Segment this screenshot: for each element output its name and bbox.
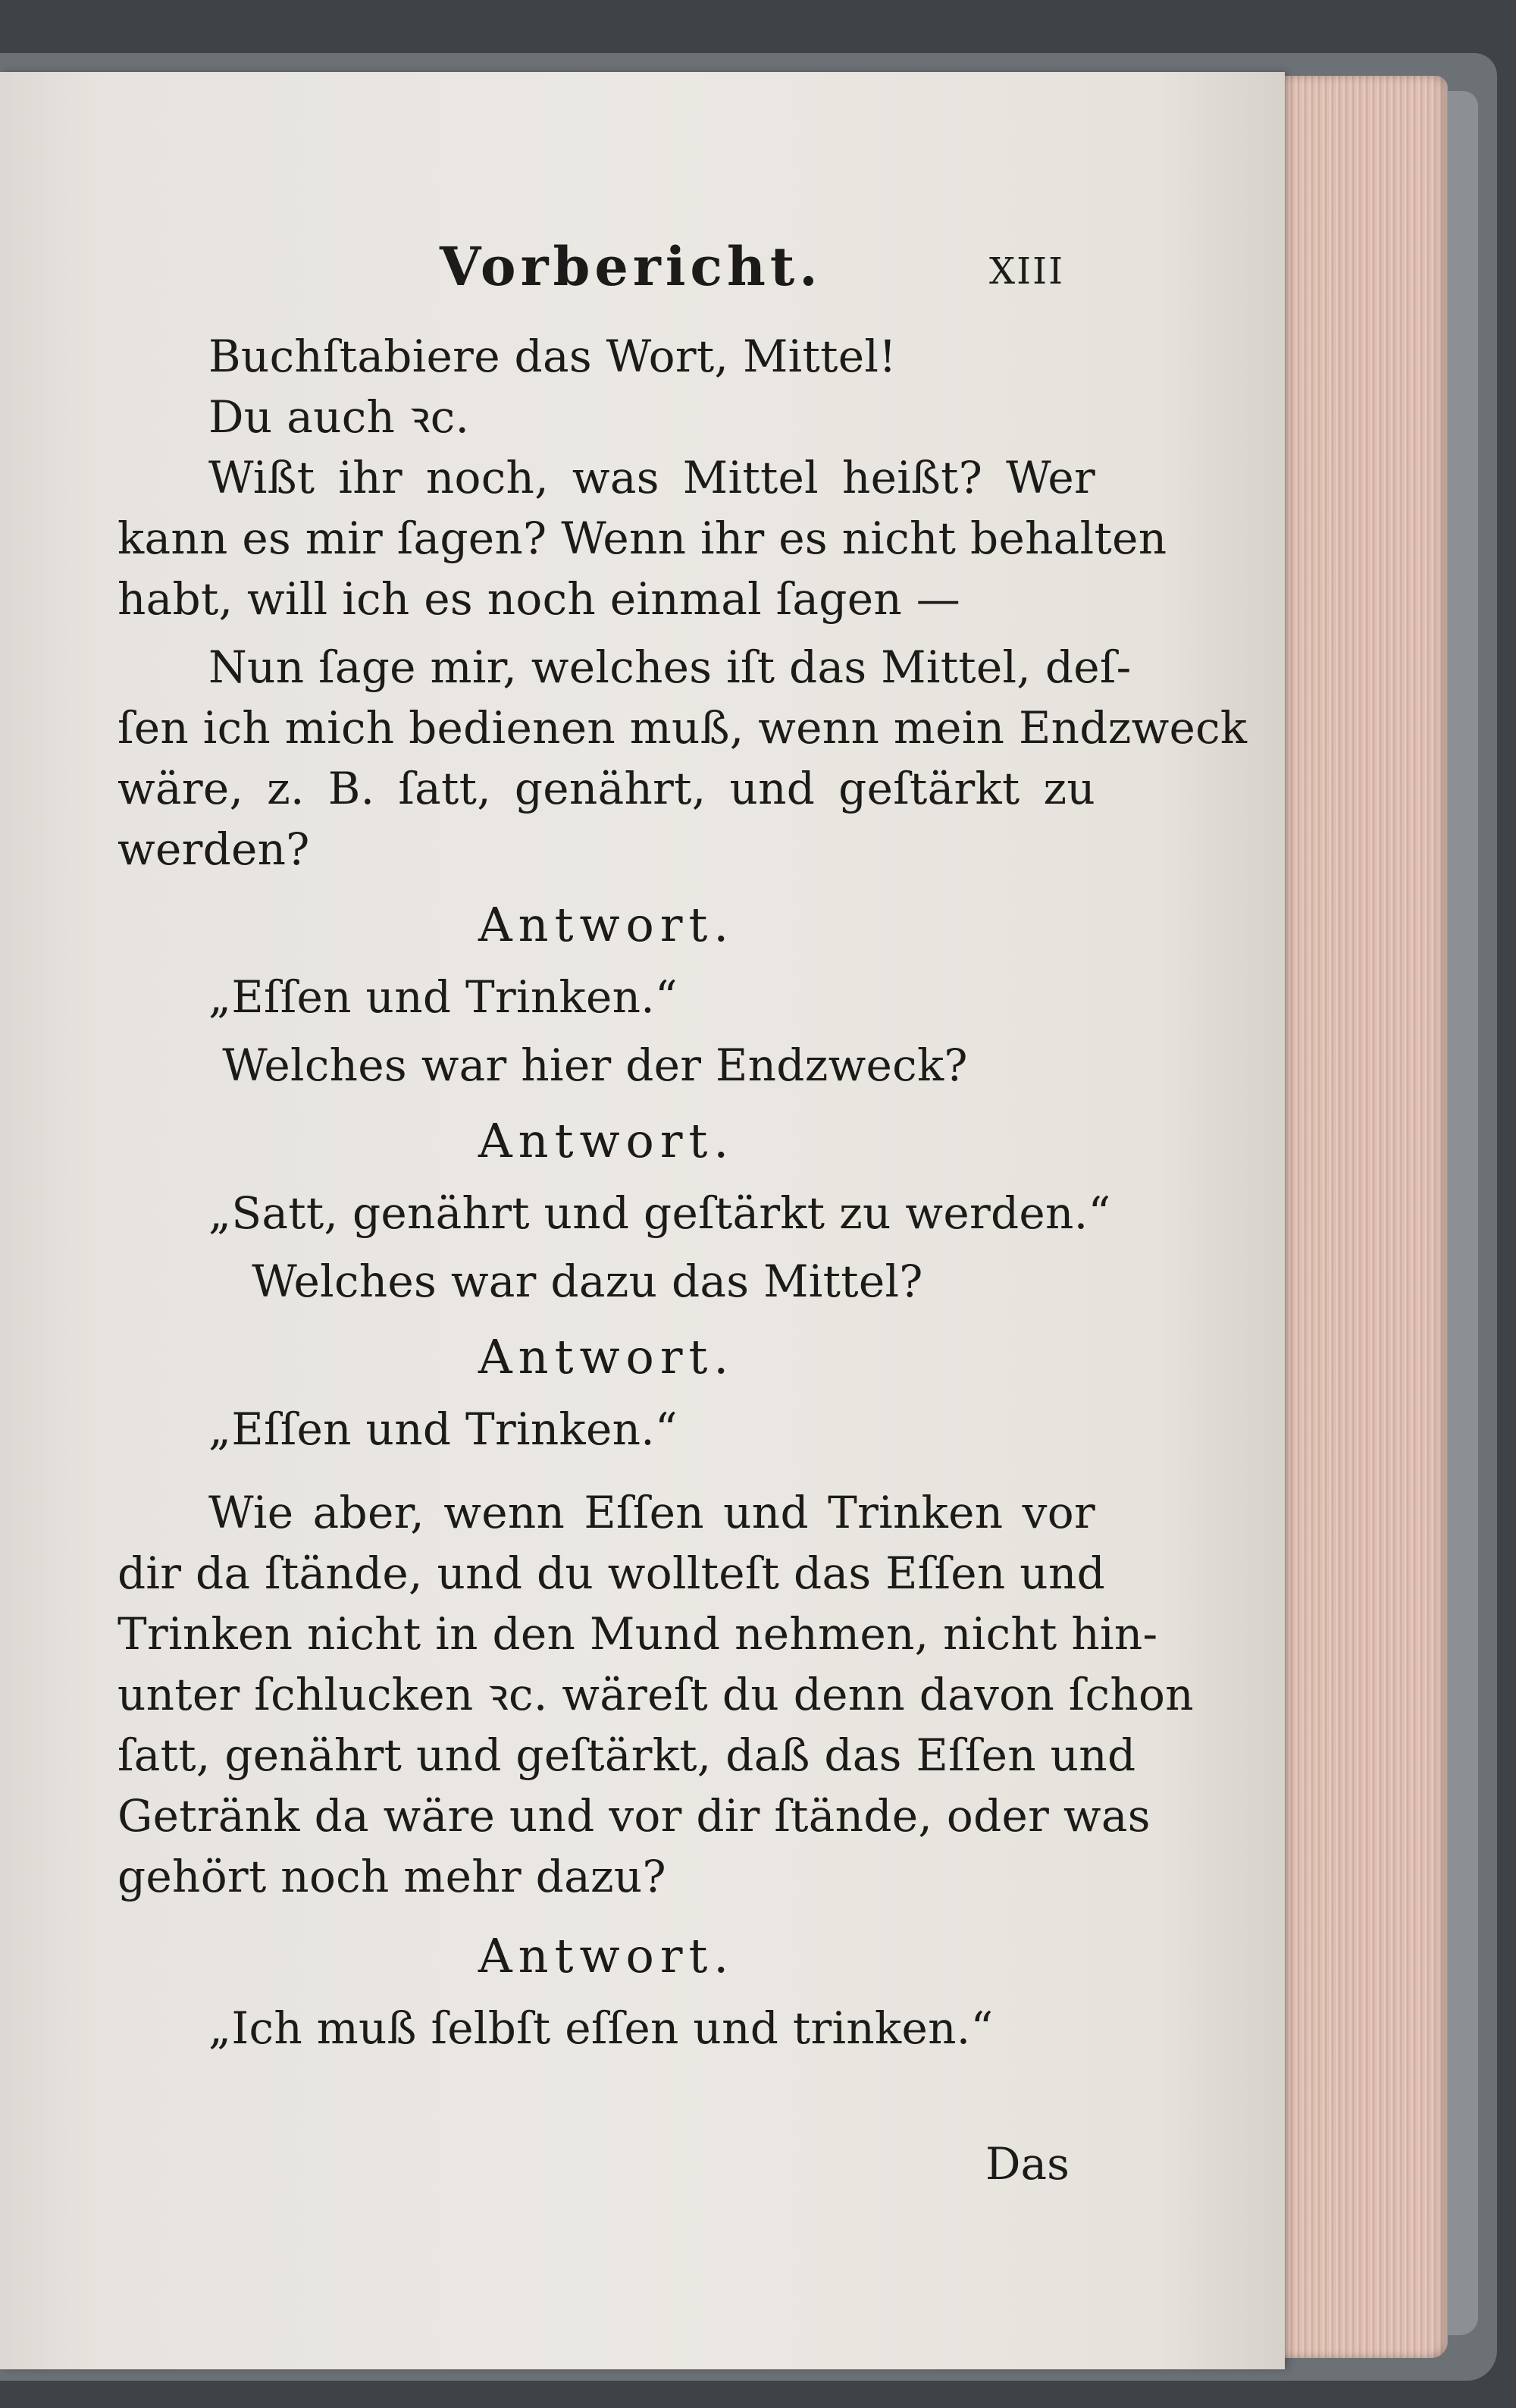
text-line: „Satt, genährt und geſtärkt zu werden.“: [208, 1187, 1111, 1239]
text-line: „Eſſen und Trinken.“: [208, 1403, 678, 1455]
text-line: Getränk da wäre und vor dir ſtände, oder was: [117, 1790, 1151, 1842]
text-line: Wißt ihr noch, was Mittel heißt? Wer: [208, 452, 1095, 503]
running-head: Vorbericht.: [440, 235, 822, 298]
text-line: kann es mir ſagen? Wenn ihr es nicht behalten: [117, 513, 1167, 564]
text-line: werden?: [117, 823, 310, 875]
text-line: unter ſchlucken ꝛc. wäreſt du denn davon ſchon: [117, 1669, 1194, 1720]
text-line: Buchſtabiere das Wort, Mittel!: [208, 331, 897, 382]
page-fore-edge: [1273, 76, 1448, 2358]
text-line: Trinken nicht in den Mund nehmen, nicht hin-: [117, 1608, 1158, 1660]
text-line: Du auch ꝛc.: [208, 391, 470, 443]
page-text: [0, 72, 1285, 2369]
book-page: [0, 72, 1285, 2369]
text-line: Nun ſage mir, welches iſt das Mittel, deſ-: [208, 641, 1132, 693]
text-line: wäre, z. B. ſatt, genährt, und geſtärkt zu: [117, 763, 1095, 814]
text-line: Welches war dazu das Mittel?: [252, 1256, 923, 1307]
text-line: dir da ſtände, und du wollteſt das Eſſen und: [117, 1547, 1106, 1599]
text-line: Wie aber, wenn Eſſen und Trinken vor: [208, 1487, 1095, 1538]
answer-heading: Antwort.: [478, 1113, 735, 1168]
text-line: ſen ich mich bedienen muß, wenn mein Endzweck: [117, 702, 1248, 754]
text-line: „Eſſen und Trinken.“: [208, 971, 678, 1023]
text-line: „Ich muß ſelbſt eſſen und trinken.“: [208, 2002, 994, 2054]
answer-heading: Antwort.: [478, 1928, 735, 1983]
text-line: habt, will ich es noch einmal ſagen —: [117, 573, 961, 625]
catchword: Das: [985, 2138, 1070, 2190]
answer-heading: Antwort.: [478, 897, 735, 952]
text-line: gehört noch mehr dazu?: [117, 1851, 666, 1902]
page-number: XIII: [989, 250, 1065, 293]
answer-heading: Antwort.: [478, 1329, 735, 1384]
text-line: Welches war hier der Endzweck?: [222, 1039, 968, 1091]
text-line: ſatt, genährt und geſtärkt, daß das Eſſen und: [117, 1729, 1136, 1781]
